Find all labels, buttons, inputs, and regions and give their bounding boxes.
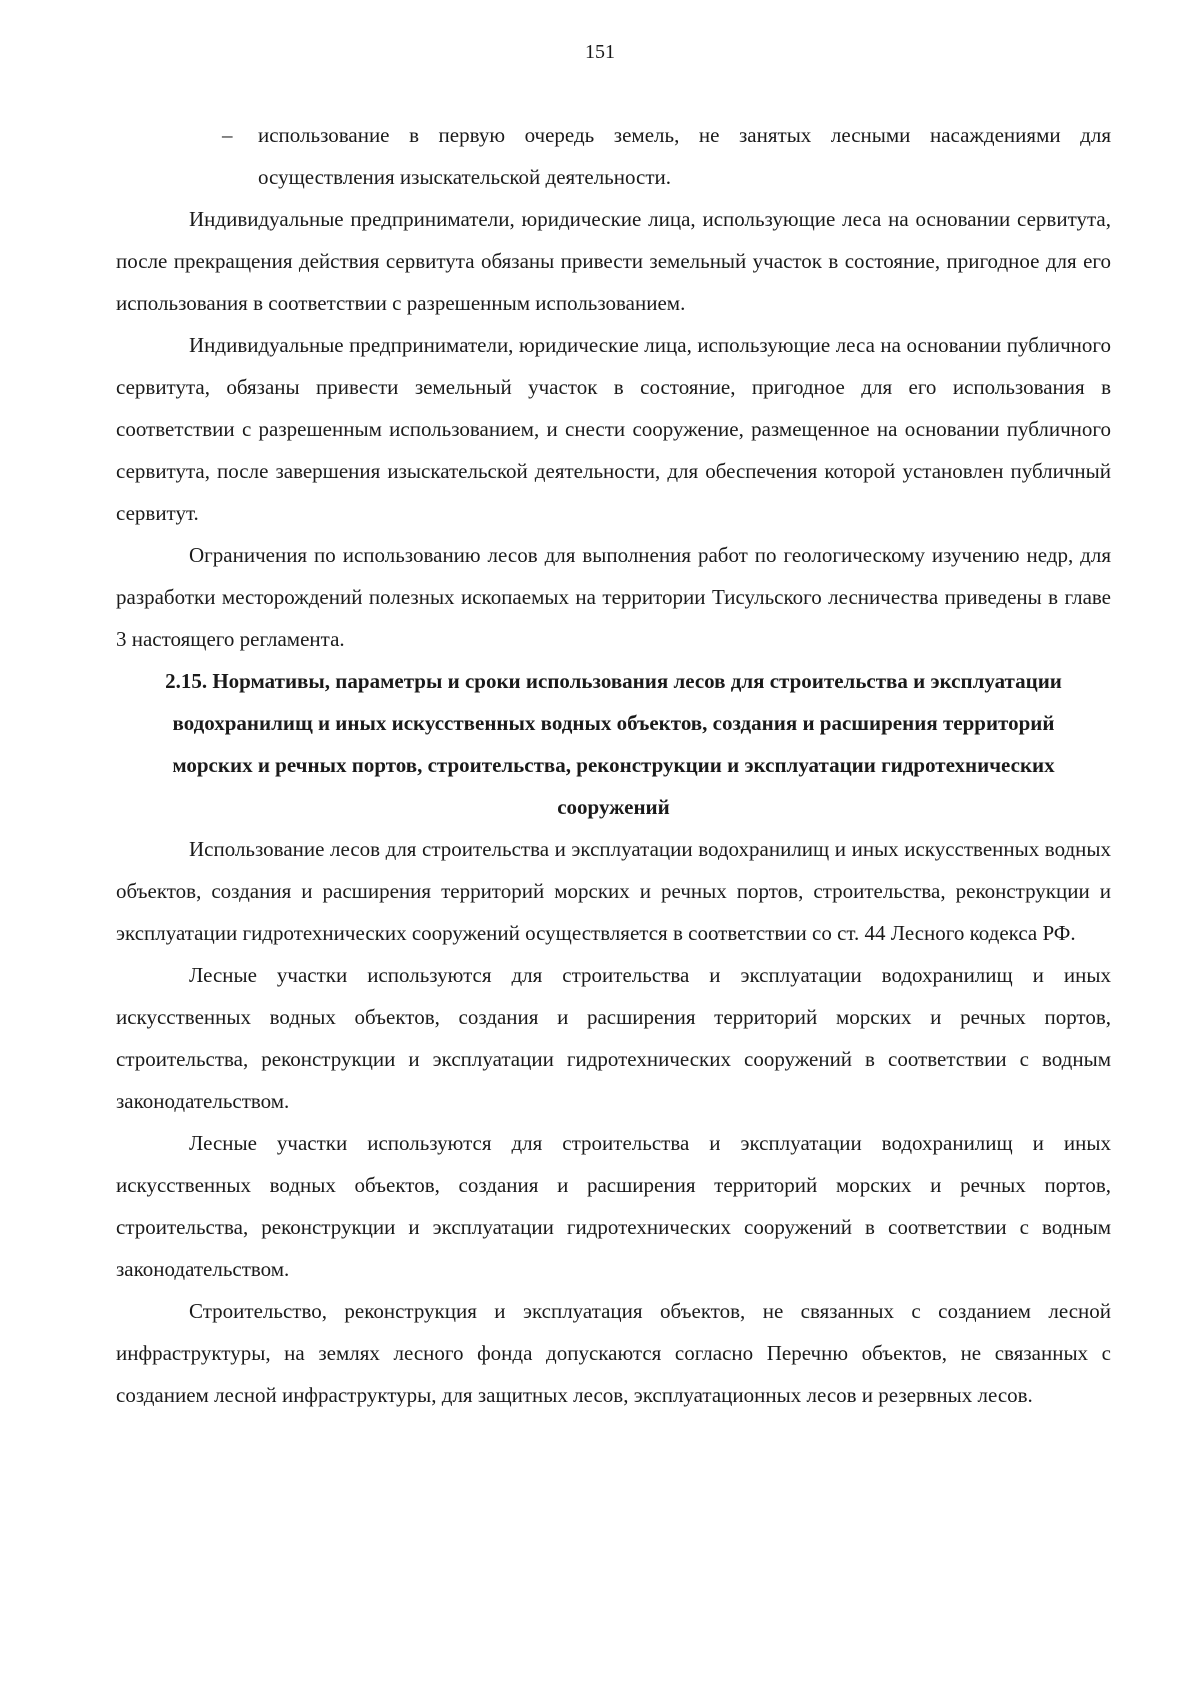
bullet-text: использование в первую очередь земель, не занятых лесными насаждениями для осуществления изыскательской деятельности. <box>258 123 1111 189</box>
bullet-dash: – <box>222 123 233 147</box>
section-heading: 2.15. Нормативы, параметры и сроки использования лесов для строительства и эксплуатации водохранилищ и иных искусственных водных объектов, создания и расширения территорий морских и речных портов, строительства, реконструкции и эксплуатации гидротехнических сооружений <box>165 669 1062 819</box>
paragraph-public-easement: Индивидуальные предприниматели, юридические лица, использующие леса на основании публичного сервитута, обязаны привести земельный участок в состояние, пригодное для его использования в соответствии с разрешенным использованием, и снести сооружение, размещенное на основании публичного сервитута, после завершения изыскательской деятельности, для обеспечения которой установлен публичный сервитут. <box>116 333 1111 525</box>
page-number: 151 <box>585 41 615 63</box>
paragraph-forest-plots-1: Лесные участки используются для строительства и эксплуатации водохранилищ и иных искусственных водных объектов, создания и расширения территорий морских и речных портов, строительства, реконструкции и эксплуатации гидротехнических сооружений в соответствии с водным законодательством. <box>116 963 1111 1113</box>
bullet-item <box>116 114 1111 198</box>
page-content <box>116 114 1111 1416</box>
paragraph-construction: Строительство, реконструкция и эксплуатация объектов, не связанных с созданием лесной инфраструктуры, на землях лесного фонда допускаются согласно Перечню объектов, не связанных с созданием лесной инфраструктуры, для защитных лесов, эксплуатационных лесов и резервных лесов. <box>116 1299 1111 1407</box>
paragraph-restrictions: Ограничения по использованию лесов для выполнения работ по геологическому изучению недр, для разработки месторождений полезных ископаемых на территории Тисульского лесничества приведены в главе 3 настоящего регламента. <box>116 543 1111 651</box>
paragraph-easement: Индивидуальные предприниматели, юридические лица, использующие леса на основании сервитута, после прекращения действия сервитута обязаны привести земельный участок в состояние, пригодное для его использования в соответствии с разрешенным использованием. <box>116 207 1111 315</box>
paragraph-forest-plots-2: Лесные участки используются для строительства и эксплуатации водохранилищ и иных искусственных водных объектов, создания и расширения территорий морских и речных портов, строительства, реконструкции и эксплуатации гидротехнических сооружений в соответствии с водным законодательством. <box>116 1131 1111 1281</box>
paragraph-forest-use: Использование лесов для строительства и эксплуатации водохранилищ и иных искусственных водных объектов, создания и расширения территорий морских и речных портов, строительства, реконструкции и эксплуатации гидротехнических сооружений осуществляется в соответствии со ст. 44 Лесного кодекса РФ. <box>116 837 1111 945</box>
